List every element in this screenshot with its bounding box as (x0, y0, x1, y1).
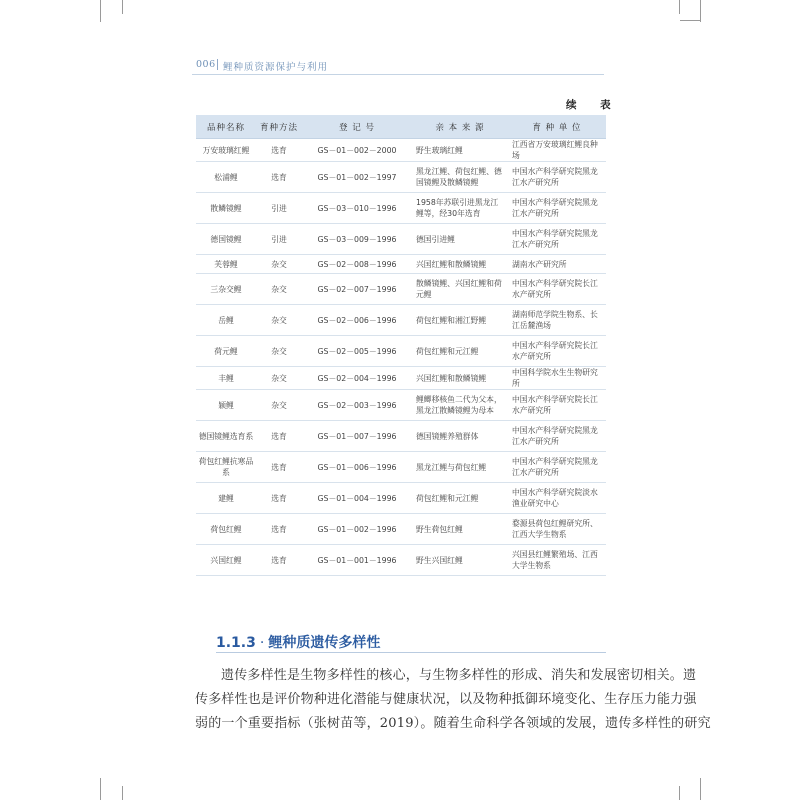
table-cell: GS－03－009－1996 (302, 224, 412, 255)
table-row (196, 421, 606, 452)
paragraph-line: 弱的一个重要指标（张树苗等，2019）。随着生命科学各领域的发展，遗传多样性的研究 (195, 716, 711, 731)
table-cell: 湖南水产研究所 (508, 255, 606, 274)
table-cell: 德国镜鲤 (196, 224, 256, 255)
variety-table (196, 115, 606, 576)
table-cell: 江西省万安玻璃红鲤良种场 (508, 139, 606, 162)
table-cell: 杂交 (256, 274, 302, 305)
table-cell: 散鳞镜鲤 (196, 193, 256, 224)
table-row (196, 162, 606, 193)
table-cell: 鲤鲫移核鱼二代为父本，黑龙江散鳞镜鲤为母本 (412, 390, 508, 421)
crop-mark (100, 778, 101, 800)
table-cell: 杂交 (256, 336, 302, 367)
table-header-row (196, 115, 606, 139)
crop-mark (679, 0, 680, 14)
column-header: 亲 本 来 源 (412, 115, 508, 139)
table-cell: 引进 (256, 193, 302, 224)
table-cell: 松浦鲤 (196, 162, 256, 193)
table-cell: 1958年苏联引进黑龙江鲤等，经30年选育 (412, 193, 508, 224)
table-cell: 杂交 (256, 367, 302, 390)
table-cell: 黑龙江鲤、荷包红鲤、德国镜鲤及散鳞镜鲤 (412, 162, 508, 193)
table-cell: 兴国红鲤和散鳞镜鲤 (412, 255, 508, 274)
table-cell: 中国水产科学研究院淡水渔业研究中心 (508, 483, 606, 514)
table-cell: 散鳞镜鲤、兴国红鲤和荷元鲤 (412, 274, 508, 305)
table-cell: 杂交 (256, 255, 302, 274)
table-row (196, 367, 606, 390)
table-cell: 选育 (256, 545, 302, 576)
crop-mark (122, 786, 123, 800)
table-cell: 湖南师范学院生物系、长江岳麓渔场 (508, 305, 606, 336)
table-row (196, 305, 606, 336)
table-cell: 中国水产科学研究院长江水产研究所 (508, 274, 606, 305)
table-cell: 选育 (256, 421, 302, 452)
table-cell: 芙蓉鲤 (196, 255, 256, 274)
table-row (196, 545, 606, 576)
running-header (192, 57, 604, 75)
table-cell: 岳鲤 (196, 305, 256, 336)
table-row (196, 336, 606, 367)
section-heading (216, 632, 380, 652)
paragraph-line: 遗传多样性是生物多样性的核心，与生物多样性的形成、消失和发展密切相关。遗 (221, 668, 697, 683)
table-continued-label: 续 表 (566, 99, 621, 111)
paragraph-line: 传多样性也是评价物种进化潜能与健康状况，以及物种抵御环境变化、生存压力能力强 (195, 692, 697, 707)
table-cell: GS－02－006－1996 (302, 305, 412, 336)
table-cell: 杂交 (256, 390, 302, 421)
table-cell: 建鲤 (196, 483, 256, 514)
table-cell: 中国水产科学研究院长江水产研究所 (508, 336, 606, 367)
table-cell: 荷包红鲤和元江鲤 (412, 483, 508, 514)
table-cell: 中国科学院水生生物研究所 (508, 367, 606, 390)
table-cell: 三杂交鲤 (196, 274, 256, 305)
table-cell: 选育 (256, 483, 302, 514)
column-header: 品种名称 (196, 115, 256, 139)
table-cell: GS－01－004－1996 (302, 483, 412, 514)
crop-mark (700, 0, 701, 22)
table-row (196, 274, 606, 305)
crop-mark (680, 20, 700, 21)
table-cell: 中国水产科学研究院黑龙江水产研究所 (508, 193, 606, 224)
column-header: 登 记 号 (302, 115, 412, 139)
table-row (196, 390, 606, 421)
table-cell: 丰鲤 (196, 367, 256, 390)
page-number: 006 (196, 59, 216, 70)
table-cell: 中国水产科学研究院黑龙江水产研究所 (508, 162, 606, 193)
table-cell: 野生荷包红鲤 (412, 514, 508, 545)
table-cell: 引进 (256, 224, 302, 255)
section-number: 1.1.3 (216, 635, 256, 651)
table-row (196, 224, 606, 255)
table-row (196, 483, 606, 514)
table-cell: 荷元鲤 (196, 336, 256, 367)
table-cell: 荷包红鲤和湘江野鲤 (412, 305, 508, 336)
table-cell: 婺源县荷包红鲤研究所、江西大学生物系 (508, 514, 606, 545)
table-cell: 野生玻璃红鲤 (412, 139, 508, 162)
crop-mark (122, 0, 123, 14)
section-rule (216, 652, 606, 653)
table-cell: 中国水产科学研究院黑龙江水产研究所 (508, 224, 606, 255)
section-separator: · (259, 635, 265, 651)
table-cell: 德国镜鲤选育系 (196, 421, 256, 452)
table-cell: 黑龙江鲤与荷包红鲤 (412, 452, 508, 483)
column-header: 育种方法 (256, 115, 302, 139)
table-cell: GS－03－010－1996 (302, 193, 412, 224)
table-cell: GS－01－002－1997 (302, 162, 412, 193)
running-title: 鲤种质资源保护与利用 (223, 62, 329, 73)
table-cell: 中国水产科学研究院黑龙江水产研究所 (508, 421, 606, 452)
table-row (196, 193, 606, 224)
body-paragraph (195, 664, 711, 736)
table-cell: 选育 (256, 162, 302, 193)
table-cell: 德国镜鲤养殖群体 (412, 421, 508, 452)
table-cell: GS－02－005－1996 (302, 336, 412, 367)
table-cell: 万安玻璃红鲤 (196, 139, 256, 162)
header-divider (217, 59, 218, 70)
table-cell: 荷包红鲤抗寒品系 (196, 452, 256, 483)
table-cell: GS－02－003－1996 (302, 390, 412, 421)
table-cell: 荷包红鲤和元江鲤 (412, 336, 508, 367)
table-cell: 杂交 (256, 305, 302, 336)
table-row (196, 139, 606, 162)
table-cell: 兴国红鲤 (196, 545, 256, 576)
table-cell: 中国水产科学研究院黑龙江水产研究所 (508, 452, 606, 483)
crop-mark (679, 786, 680, 800)
section-title: 鲤种质遗传多样性 (268, 635, 381, 651)
table-cell: GS－02－007－1996 (302, 274, 412, 305)
table-row (196, 255, 606, 274)
table-cell: GS－01－006－1996 (302, 452, 412, 483)
table-cell: 荷包红鲤 (196, 514, 256, 545)
table-cell: GS－01－007－1996 (302, 421, 412, 452)
table-cell: GS－02－004－1996 (302, 367, 412, 390)
crop-mark (700, 778, 701, 800)
table-cell: GS－01－002－2000 (302, 139, 412, 162)
table-cell: GS－02－008－1996 (302, 255, 412, 274)
table-row (196, 514, 606, 545)
table-cell: 颖鲤 (196, 390, 256, 421)
table-cell: 中国水产科学研究院长江水产研究所 (508, 390, 606, 421)
table-cell: 兴国县红鲤繁殖场、江西大学生物系 (508, 545, 606, 576)
table-cell: 选育 (256, 139, 302, 162)
table-cell: 选育 (256, 514, 302, 545)
table-cell: 德国引进鲤 (412, 224, 508, 255)
crop-mark (100, 0, 101, 22)
table-row (196, 452, 606, 483)
column-header: 育 种 单 位 (508, 115, 606, 139)
table-cell: GS－01－002－1996 (302, 514, 412, 545)
table-cell: 野生兴国红鲤 (412, 545, 508, 576)
table-cell: 兴国红鲤和散鳞镜鲤 (412, 367, 508, 390)
table-cell: GS－01－001－1996 (302, 545, 412, 576)
table-cell: 选育 (256, 452, 302, 483)
